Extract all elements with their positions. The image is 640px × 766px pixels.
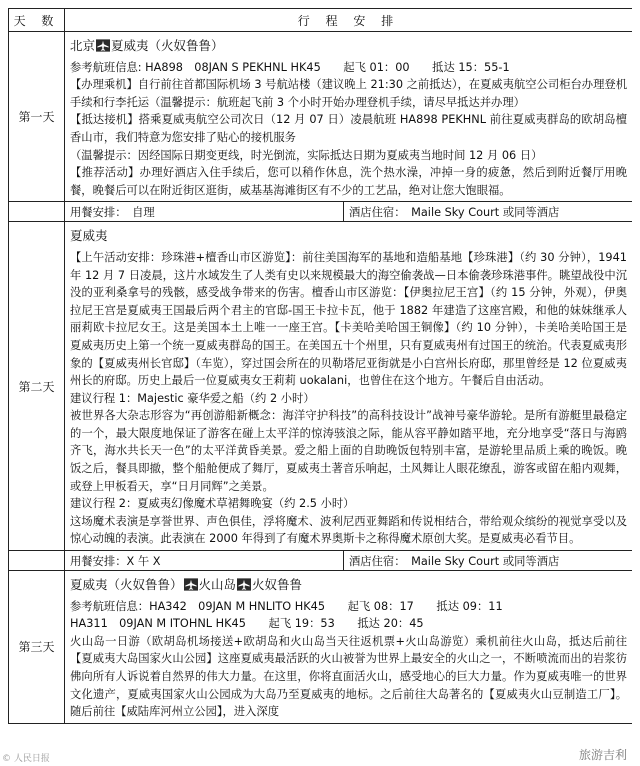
day2-hotel: 酒店住宿： Maile Sky Court 或同等酒店: [349, 554, 560, 568]
route-origin: 北京: [70, 38, 96, 53]
route-destination: 火奴鲁鲁: [252, 577, 303, 593]
day1-route: [70, 37, 627, 55]
day1-row: [9, 32, 633, 202]
day3-row: [9, 571, 633, 724]
day1-flight-info: 参考航班信息: HA898 08JAN S PEKHNL HK45 起飞 01：00 抵达 15：55-1: [70, 60, 510, 74]
plane-icon: [96, 39, 110, 52]
day3-volcano-tour: 火山岛一日游（欧胡岛机场接送+欧胡岛和火山岛当天往返机票+火山岛游览）乘机前往火山岛，抵达后前往【夏威夷大岛国家火山公园】这座夏威夷最活跃的火山被誉为世界上最安全的火山之一，不断喷流而出的岩浆彷佛向所有人诉说着自然界的伟大力量。在这里，你将直面活火山，感受地心的巨大力量。作为夏威夷唯一的世界文化遗产，夏威夷国家火山公园成为大岛乃至夏威夷的地标。之后前往大岛著名的【夏威夷火山豆制造工厂】。随后前往【威陆库河州立公园】，进入深度: [70, 634, 627, 719]
day2-content: [65, 222, 633, 551]
day1-arrival: 【抵达接机】搭乘夏威夷航空公司次日（12 月 07 日）凌晨航班 HA898 PEKHNL 前往夏威夷群岛的欧胡岛檀香山市，我们特意为您安排了贴心的接机服务: [70, 113, 627, 144]
day2-option1-title: 建议行程 1：Majestic 豪华爱之船（约 2 小时）: [70, 391, 315, 405]
footer-credit: © 人民日报: [2, 754, 50, 764]
day1-meal-row: [9, 202, 633, 222]
day3-route: [70, 576, 627, 594]
day2-label: 第二天: [9, 222, 65, 551]
table-header-row: [9, 9, 633, 32]
day2-meal: 用餐安排：X 午 X: [65, 551, 344, 570]
day1-label: 第一天: [9, 32, 65, 202]
day2-title: 夏威夷: [70, 228, 108, 244]
route-origin: 夏威夷（火奴鲁鲁）: [70, 577, 183, 593]
header-day: 天 数: [9, 9, 65, 32]
route-destination: 夏威夷（火奴鲁鲁）: [111, 38, 224, 53]
plane-icon: [184, 578, 198, 591]
route-stop: 火山岛: [198, 577, 237, 593]
plane-icon: [237, 578, 251, 591]
day2-meal-row: [9, 551, 633, 571]
itinerary-page: [8, 8, 632, 760]
day1-content: [65, 32, 633, 202]
day2-option2-title: 建议行程 2：夏威夷幻像魔术草裙舞晚宴（约 2.5 小时）: [70, 497, 355, 511]
day1-hotel: 酒店住宿： Maile Sky Court 或同等酒店: [349, 205, 560, 219]
day3-content: [65, 571, 633, 724]
day2-morning: 【上午活动安排：珍珠港+檀香山市区游览】：前往美国海军的基地和造船基地【珍珠港】（约 30 分钟），1941 年 12 月 7 日凌晨，这片水域发生了人类有史以来规模最大的海空偷袭战—日本偷袭珍珠港事件。眺望战役中沉没的亚利桑拿号的残骸，感受战争带来的伤害。檀香山市区游览：【伊奥拉尼王宫】（约 15 分钟，外观），伊奥拉尼王宫是夏威夷王国最后两个君主的官邸-国王卡拉卡瓦，他于 1882 年建造了这座宫殿，和他的妹妹继承人丽莉欧卡拉尼女王。这是美国本土上唯一一座王宫。【卡美哈美哈国王铜像】（约 10 分钟），卡美哈美哈国王是夏威夷历史上第一个统一夏威夷群岛的国王。在美国五十个州里，只有夏威夷州有过国王的统治。代表夏威夷形象的【夏威夷州长官邸】（车览），穿过国会所在的贝勒塔尼亚街就是小白宫州长府邸，那里曾经是 12 位夏威夷州长的府邸。历史上最后一位夏威夷女王莉莉 uokalani，也曾住在这个地方。午餐后自由活动。: [70, 250, 627, 388]
day1-activity: 【推荐活动】办理好酒店入住手续后，您可以稍作休息，洗个热水澡，冲掉一身的疲惫，然后到附近餐厅用晚餐，晚餐后可以在附近街区逛街，威基基海滩街区有不少的工艺品，绝对让您大饱眼福。: [70, 166, 627, 197]
day1-tip: （温馨提示：因经国际日期变更线，时光倒流，实际抵达日期为夏威夷当地时间 12 月 06 日）: [70, 148, 543, 162]
day2-option2-desc: 这场魔术表演是享誉世界、声色俱佳，浮将魔术、波利尼西亚舞蹈和传说相结合，带给观众缤纷的视觉享受以及惊心动魄的表演。此表演在 2000 年得到了有魔术界奥斯卡之称得魔术原创大奖。是夏威夷必看节目。: [70, 514, 627, 546]
day1-meal: 用餐安排： 自理: [65, 202, 344, 221]
header-itinerary: 行 程 安 排: [65, 9, 633, 32]
itinerary-table: [8, 8, 632, 724]
day1-checkin: 【办理乘机】自行前往首都国际机场 3 号航站楼（建议晚上 21:30 之前抵达），在夏威夷航空公司柜台办理登机手续和行李托运（温馨提示：航班起飞前 3 个小时开始办理登机手续，请尽早抵达并办理）: [70, 78, 627, 109]
day2-option1-desc: 被世界各大杂志形容为“再创游船新概念：海洋守护科技”的高科技设计”战神号豪华游轮。是所有游艇里最稳定的一个，最大限度地保证了游客在碰上太平洋的惊涛骇浪之际，能从容平静如踏平地，充分地享受“落日与海鸥齐飞，海水共长天一色”的太平洋黄昏美景。爱之船上面的自助晚饭包特别丰富，是游轮里品质上乘的晚饭。晚饭之后，餐具即撤，整个船舱便成了舞厅，夏威夷土著音乐响起，土风舞让人眼花缭乱，游客或留在船内观舞，或登上甲板看天，享“日月同辉”之美景。: [70, 409, 627, 493]
day3-flight-info-2: HA311 09JAN M ITOHNL HK45 起飞 19：53 抵达 20：45: [70, 617, 424, 631]
day2-row: [9, 222, 633, 551]
day3-flight-info-1: 参考航班信息：HA342 09JAN M HNLITO HK45 起飞 08：17 抵达 09：11: [70, 599, 503, 613]
watermark: 旅游吉利: [576, 746, 630, 763]
day3-label: 第三天: [9, 571, 65, 724]
